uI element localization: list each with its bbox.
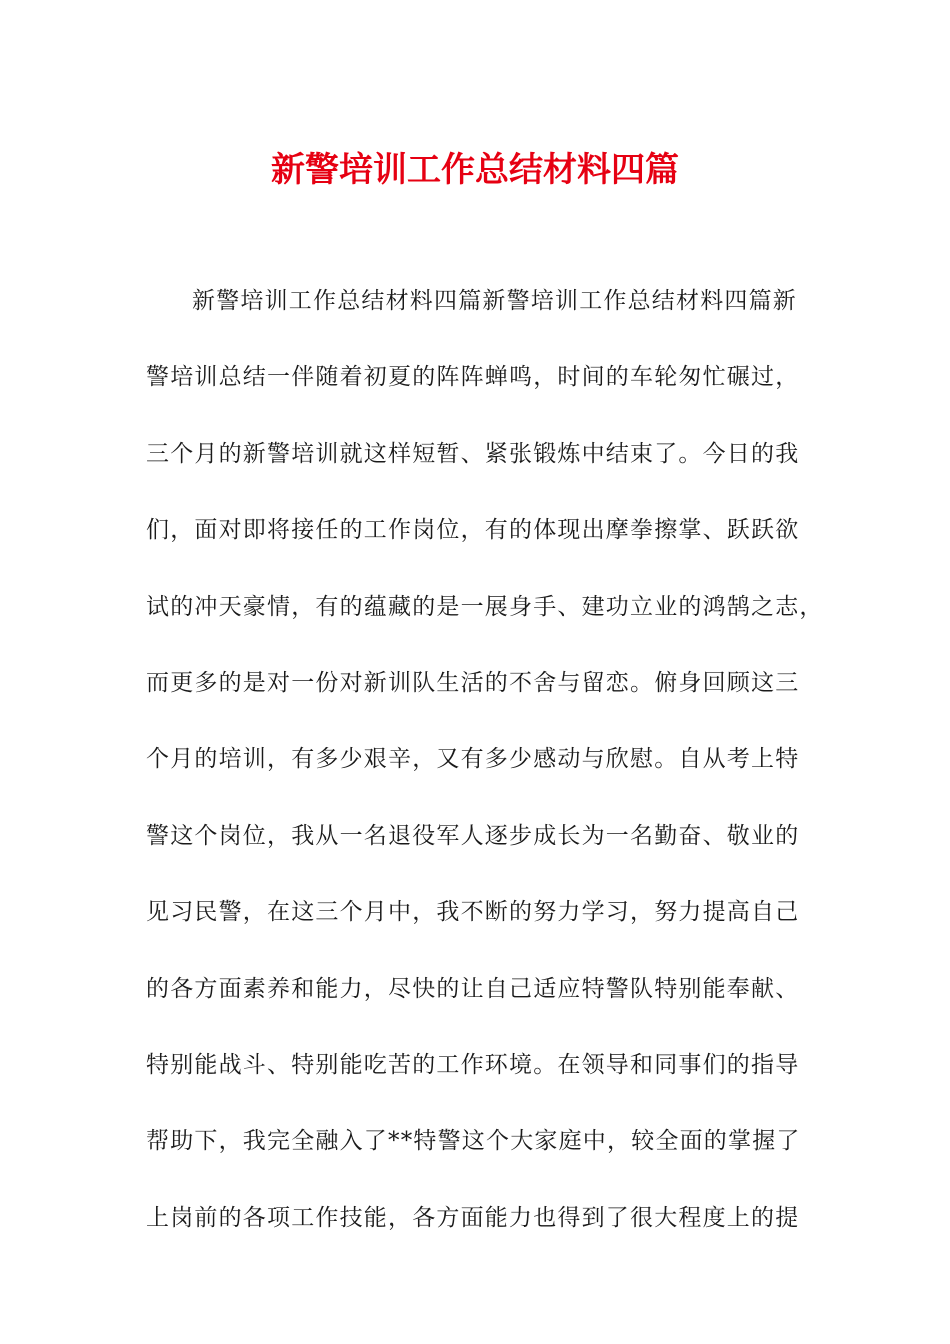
- body-line: 们，面对即将接任的工作岗位，有的体现出摩拳擦掌、跃跃欲: [146, 517, 800, 544]
- body-line: 警这个岗位，我从一名退役军人逐步成长为一名勤奋、敬业的: [146, 822, 800, 849]
- body-line: 试的冲天豪情，有的蕴藏的是一展身手、建功立业的鸿鹄之志，: [146, 593, 824, 620]
- body-line: 而更多的是对一份对新训队生活的不舍与留恋。俯身回顾这三: [146, 669, 800, 696]
- body-line: 上岗前的各项工作技能，各方面能力也得到了很大程度上的提: [146, 1204, 800, 1231]
- body-line: 个月的培训，有多少艰辛，又有多少感动与欣慰。自从考上特: [146, 746, 800, 773]
- body-line: 见习民警，在这三个月中，我不断的努力学习，努力提高自己: [146, 899, 800, 926]
- body-line: 警培训总结一伴随着初夏的阵阵蝉鸣，时间的车轮匆忙碾过，: [146, 364, 800, 391]
- body-line: 新警培训工作总结材料四篇新警培训工作总结材料四篇新: [192, 288, 797, 314]
- document-body: [146, 282, 824, 1275]
- body-line: 特别能战斗、特别能吃苦的工作环境。在领导和同事们的指导: [146, 1051, 800, 1078]
- body-line: 的各方面素养和能力，尽快的让自己适应特警队特别能奉献、: [146, 975, 800, 1002]
- body-line: 三个月的新警培训就这样短暂、紧张锻炼中结束了。今日的我: [146, 440, 800, 467]
- document-title: 新警培训工作总结材料四篇: [271, 150, 679, 190]
- body-line: 帮助下，我完全融入了**特警这个大家庭中，较全面的掌握了: [146, 1128, 801, 1155]
